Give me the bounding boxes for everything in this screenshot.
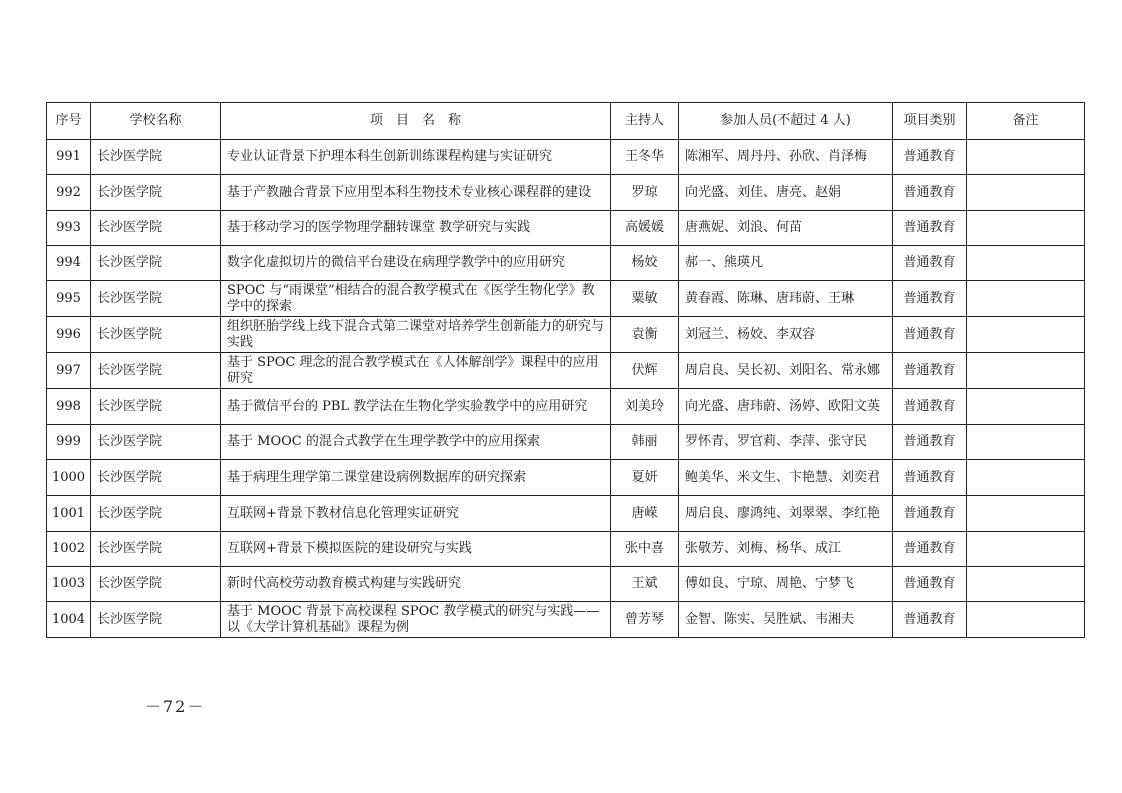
table-row — [47, 281, 1085, 317]
cell-school: 长沙医学院 — [91, 425, 221, 460]
cell-project: 基于产教融合背景下应用型本科生物技术专业核心课程群的建设 — [221, 175, 611, 211]
cell-seq: 996 — [47, 317, 91, 353]
cell-school: 长沙医学院 — [91, 460, 221, 496]
cell-seq: 992 — [47, 175, 91, 211]
cell-project: 互联网+背景下教材信息化管理实证研究 — [221, 496, 611, 532]
cell-note — [967, 317, 1085, 353]
project-list-sheet — [46, 102, 1084, 638]
cell-category: 普通教育 — [893, 602, 967, 638]
cell-school: 长沙医学院 — [91, 389, 221, 425]
cell-note — [967, 425, 1085, 460]
cell-members: 唐燕妮、刘浪、何苗 — [679, 211, 893, 246]
cell-category: 普通教育 — [893, 246, 967, 281]
cell-host: 粟敏 — [611, 281, 679, 317]
cell-note — [967, 211, 1085, 246]
cell-note — [967, 460, 1085, 496]
cell-members: 傅如良、宁琼、周艳、宁梦飞 — [679, 567, 893, 602]
cell-category: 普通教育 — [893, 353, 967, 389]
cell-seq: 1004 — [47, 602, 91, 638]
cell-project: 组织胚胎学线上线下混合式第二课堂对培养学生创新能力的研究与实践 — [221, 317, 611, 353]
table-row — [47, 211, 1085, 246]
cell-project: 基于 SPOC 理念的混合教学模式在《人体解剖学》课程中的应用研究 — [221, 353, 611, 389]
header-project: 项 目 名 称 — [221, 103, 611, 140]
cell-seq: 1001 — [47, 496, 91, 532]
cell-note — [967, 602, 1085, 638]
cell-members: 郝一、熊瑛凡 — [679, 246, 893, 281]
cell-school: 长沙医学院 — [91, 175, 221, 211]
cell-school: 长沙医学院 — [91, 317, 221, 353]
cell-members: 向光盛、刘佳、唐亮、赵娟 — [679, 175, 893, 211]
cell-host: 刘美玲 — [611, 389, 679, 425]
page-number: －72－ — [145, 697, 206, 716]
header-members: 参加人员(不超过 4 人) — [679, 103, 893, 140]
cell-category: 普通教育 — [893, 211, 967, 246]
table-row — [47, 246, 1085, 281]
table-header-row — [47, 103, 1085, 140]
cell-members: 周启良、吴长初、刘阳名、常永娜 — [679, 353, 893, 389]
cell-seq: 1000 — [47, 460, 91, 496]
cell-note — [967, 567, 1085, 602]
cell-project: 互联网+背景下模拟医院的建设研究与实践 — [221, 532, 611, 567]
cell-note — [967, 281, 1085, 317]
cell-note — [967, 246, 1085, 281]
cell-school: 长沙医学院 — [91, 140, 221, 175]
cell-seq: 994 — [47, 246, 91, 281]
cell-seq: 998 — [47, 389, 91, 425]
table-row — [47, 353, 1085, 389]
cell-members: 向光盛、唐玮蔚、汤婷、欧阳文英 — [679, 389, 893, 425]
table-row — [47, 460, 1085, 496]
cell-host: 伏辉 — [611, 353, 679, 389]
cell-school: 长沙医学院 — [91, 353, 221, 389]
cell-category: 普通教育 — [893, 460, 967, 496]
cell-project: 基于 MOOC 背景下高校课程 SPOC 教学模式的研究与实践——以《大学计算机基础》课程为例 — [221, 602, 611, 638]
table-row — [47, 425, 1085, 460]
cell-project: 新时代高校劳动教育模式构建与实践研究 — [221, 567, 611, 602]
cell-members: 金智、陈实、吴胜斌、韦湘夫 — [679, 602, 893, 638]
cell-host: 张中喜 — [611, 532, 679, 567]
cell-host: 罗琼 — [611, 175, 679, 211]
cell-note — [967, 532, 1085, 567]
cell-host: 韩丽 — [611, 425, 679, 460]
cell-school: 长沙医学院 — [91, 532, 221, 567]
cell-category: 普通教育 — [893, 140, 967, 175]
cell-note — [967, 140, 1085, 175]
cell-members: 黄春霞、陈琳、唐玮蔚、王琳 — [679, 281, 893, 317]
cell-project: 数字化虚拟切片的微信平台建设在病理学教学中的应用研究 — [221, 246, 611, 281]
cell-project: SPOC 与“雨课堂”相结合的混合教学模式在《医学生物化学》教学中的探索 — [221, 281, 611, 317]
table-row — [47, 567, 1085, 602]
cell-category: 普通教育 — [893, 496, 967, 532]
cell-host: 袁衡 — [611, 317, 679, 353]
cell-host: 杨姣 — [611, 246, 679, 281]
header-category: 项目类别 — [893, 103, 967, 140]
cell-members: 鲍美华、米文生、卞艳慧、刘奕君 — [679, 460, 893, 496]
cell-members: 周启良、廖鸿纯、刘翠翠、李红艳 — [679, 496, 893, 532]
header-school: 学校名称 — [91, 103, 221, 140]
cell-seq: 993 — [47, 211, 91, 246]
cell-members: 陈湘军、周丹丹、孙欣、肖泽梅 — [679, 140, 893, 175]
cell-school: 长沙医学院 — [91, 246, 221, 281]
cell-project: 基于移动学习的医学物理学翻转课堂 教学研究与实践 — [221, 211, 611, 246]
cell-school: 长沙医学院 — [91, 496, 221, 532]
cell-host: 夏妍 — [611, 460, 679, 496]
cell-seq: 1002 — [47, 532, 91, 567]
cell-note — [967, 496, 1085, 532]
cell-school: 长沙医学院 — [91, 281, 221, 317]
cell-seq: 995 — [47, 281, 91, 317]
cell-host: 王斌 — [611, 567, 679, 602]
cell-category: 普通教育 — [893, 532, 967, 567]
cell-project: 基于微信平台的 PBL 教学法在生物化学实验教学中的应用研究 — [221, 389, 611, 425]
table-row — [47, 496, 1085, 532]
table-row — [47, 140, 1085, 175]
cell-category: 普通教育 — [893, 389, 967, 425]
cell-project: 专业认证背景下护理本科生创新训练课程构建与实证研究 — [221, 140, 611, 175]
cell-category: 普通教育 — [893, 317, 967, 353]
header-host: 主持人 — [611, 103, 679, 140]
header-note: 备注 — [967, 103, 1085, 140]
cell-members: 罗怀青、罗官莉、李萍、张守民 — [679, 425, 893, 460]
cell-school: 长沙医学院 — [91, 567, 221, 602]
cell-note — [967, 175, 1085, 211]
cell-school: 长沙医学院 — [91, 211, 221, 246]
cell-seq: 991 — [47, 140, 91, 175]
cell-members: 刘冠兰、杨姣、李双容 — [679, 317, 893, 353]
project-table — [46, 102, 1085, 638]
cell-note — [967, 389, 1085, 425]
table-row — [47, 175, 1085, 211]
cell-host: 高媛媛 — [611, 211, 679, 246]
table-row — [47, 389, 1085, 425]
cell-note — [967, 353, 1085, 389]
table-row — [47, 602, 1085, 638]
cell-project: 基于 MOOC 的混合式教学在生理学教学中的应用探索 — [221, 425, 611, 460]
cell-project: 基于病理生理学第二课堂建设病例数据库的研究探索 — [221, 460, 611, 496]
cell-category: 普通教育 — [893, 425, 967, 460]
cell-school: 长沙医学院 — [91, 602, 221, 638]
table-row — [47, 317, 1085, 353]
cell-category: 普通教育 — [893, 567, 967, 602]
cell-seq: 1003 — [47, 567, 91, 602]
table-row — [47, 532, 1085, 567]
cell-host: 曾芳琴 — [611, 602, 679, 638]
cell-category: 普通教育 — [893, 175, 967, 211]
cell-category: 普通教育 — [893, 281, 967, 317]
cell-host: 王冬华 — [611, 140, 679, 175]
header-seq: 序号 — [47, 103, 91, 140]
cell-seq: 999 — [47, 425, 91, 460]
cell-host: 唐嵘 — [611, 496, 679, 532]
cell-seq: 997 — [47, 353, 91, 389]
cell-members: 张敬芳、刘梅、杨华、成江 — [679, 532, 893, 567]
